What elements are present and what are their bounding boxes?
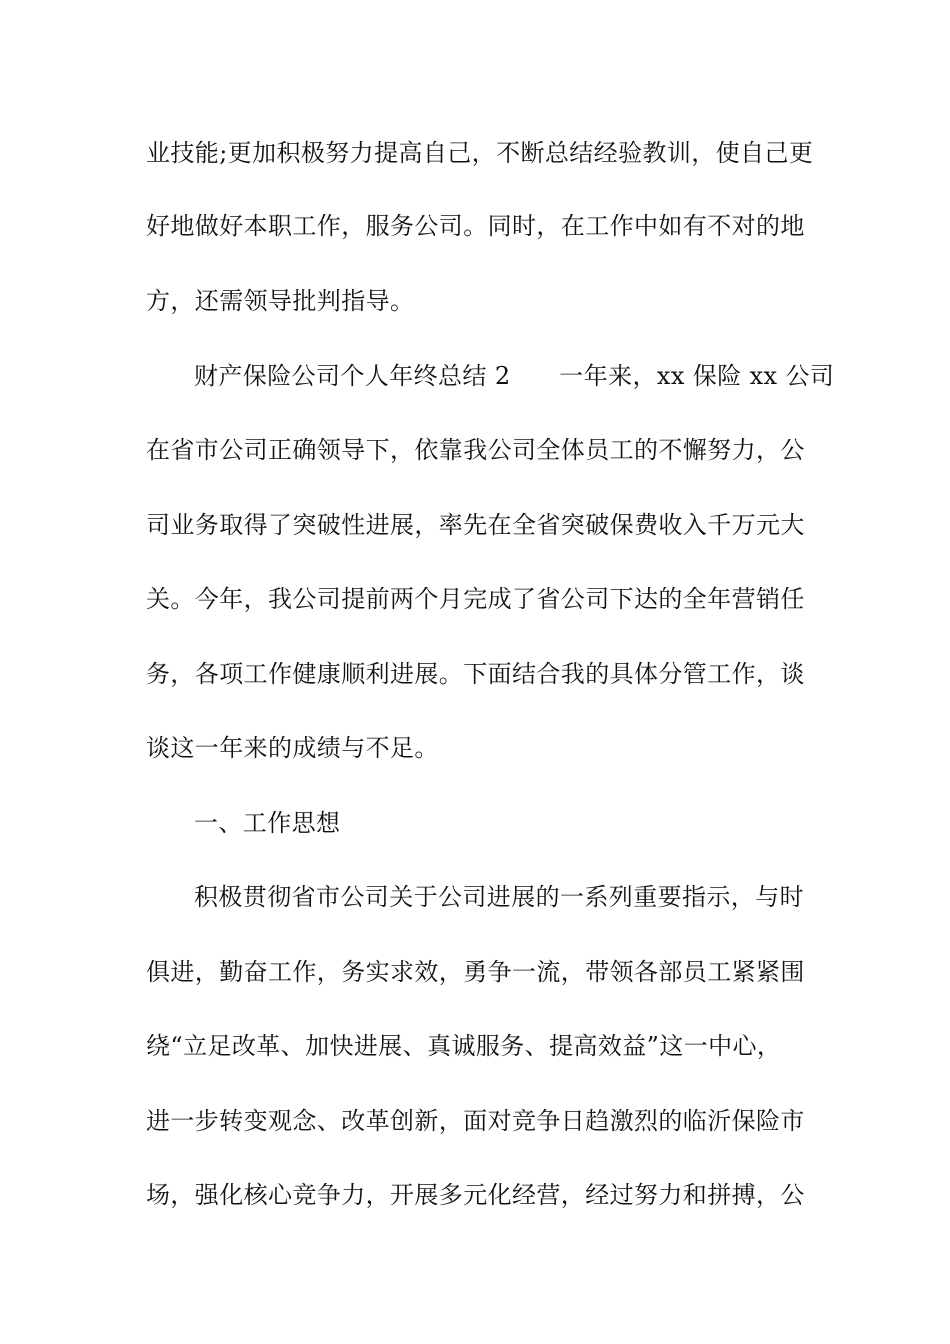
paragraph-line: 在省市公司正确领导下，依靠我公司全体员工的不懈努力，公: [146, 436, 805, 464]
paragraph-line: 务，各项工作健康顺利进展。下面结合我的具体分管工作，谈: [146, 660, 805, 688]
paragraph-line: 好地做好本职工作，服务公司。同时，在工作中如有不对的地: [146, 212, 805, 240]
paragraph-line: 积极贯彻省市公司关于公司进展的一系列重要指示，与时: [194, 883, 804, 911]
paragraph-line: 方，还需领导批判指导。: [146, 287, 415, 315]
paragraph-line: 业技能;更加积极努力提高自己，不断总结经验教训，使自己更: [146, 139, 814, 167]
paragraph-line: 进一步转变观念、改革创新，面对竞争日趋激烈的临沂保险市: [146, 1107, 805, 1135]
paragraph-line: 谈这一年来的成绩与不足。: [146, 734, 439, 762]
paragraph-line: 关。今年，我公司提前两个月完成了省公司下达的全年营销任: [146, 585, 805, 613]
section-title-line: 财产保险公司个人年终总结 2 一年来，xx 保险 xx 公司: [194, 362, 835, 390]
section-heading: 一、工作思想: [194, 809, 341, 837]
paragraph-line: 司业务取得了突破性进展，率先在全省突破保费收入千万元大: [146, 511, 805, 539]
paragraph-line: 场，强化核心竞争力，开展多元化经营，经过努力和拼搏，公: [146, 1181, 805, 1209]
paragraph-line: 绕“立足改革、加快进展、真诚服务、提高效益”这一中心，: [146, 1032, 782, 1060]
paragraph-line: 俱进，勤奋工作，务实求效，勇争一流，带领各部员工紧紧围: [146, 958, 805, 986]
